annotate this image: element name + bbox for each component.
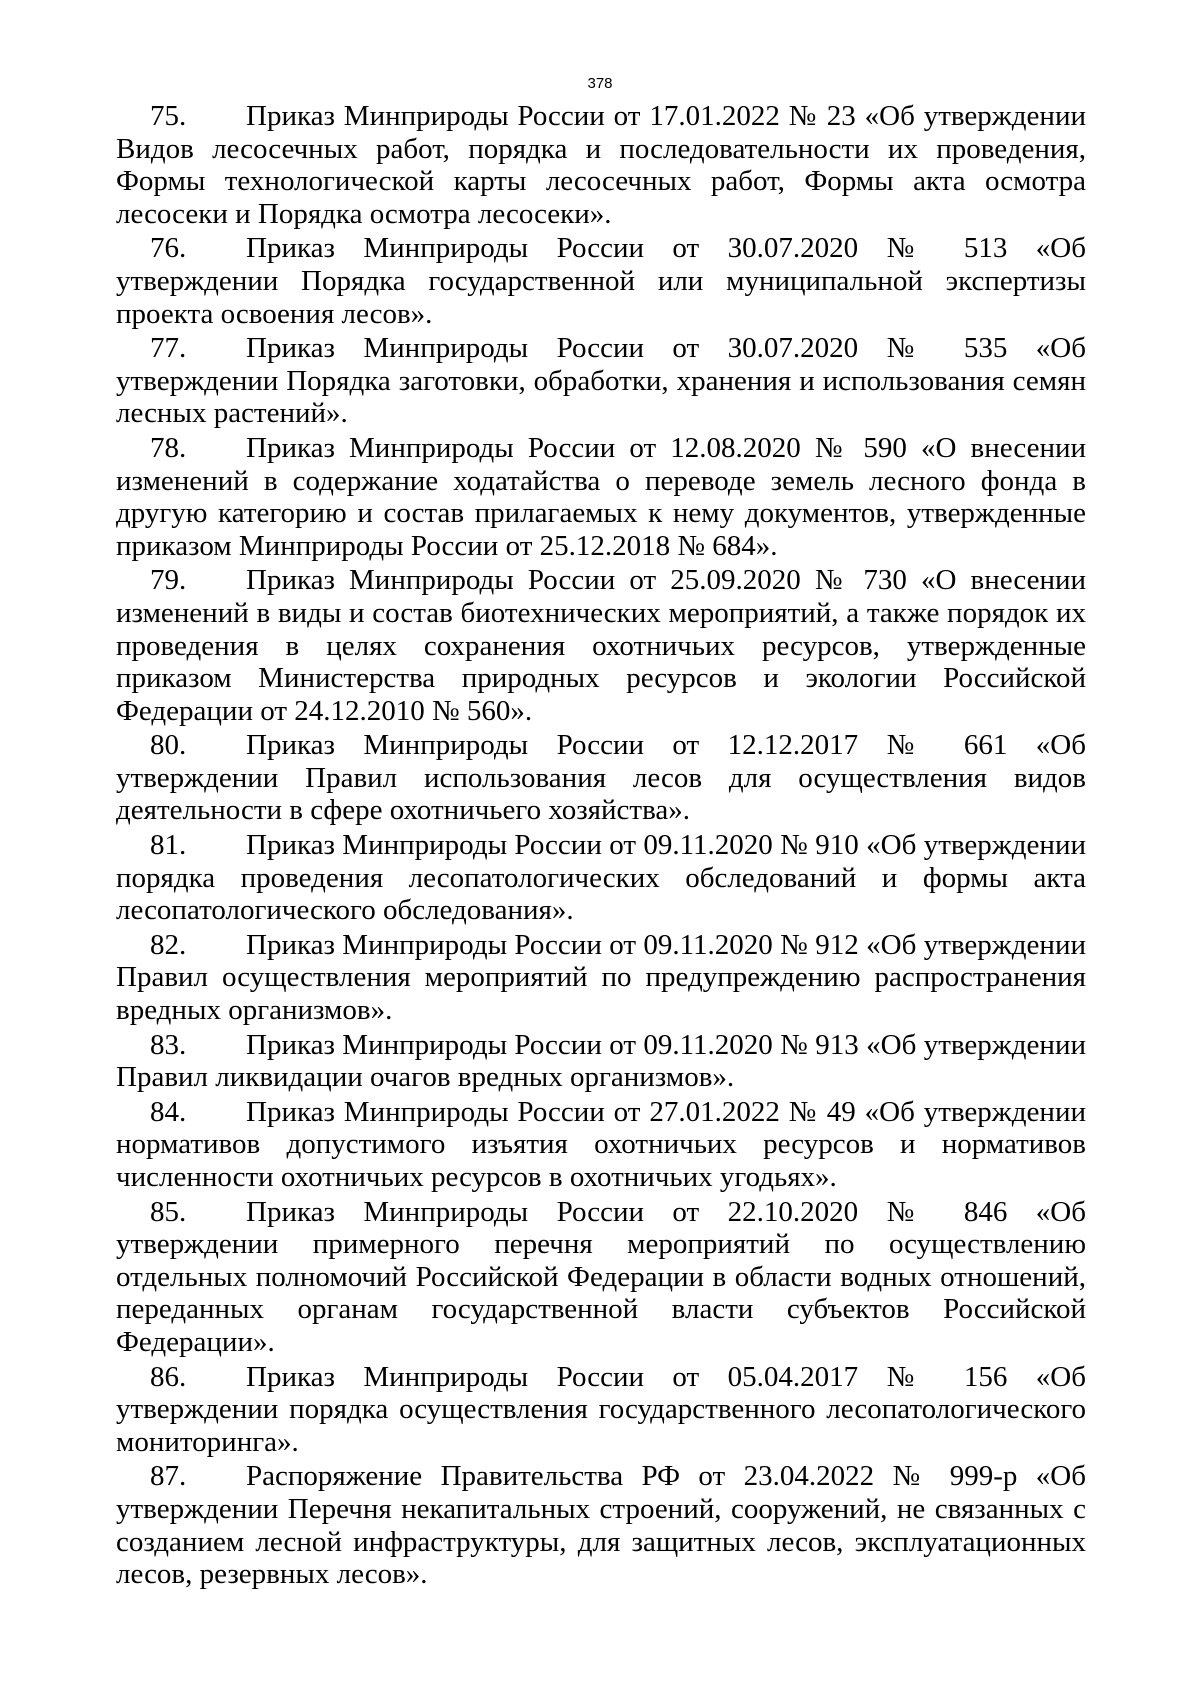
item-number: 76. — [150, 232, 187, 265]
list-item — [116, 1460, 1086, 1590]
list-item — [116, 232, 1086, 330]
item-number: 85. — [150, 1195, 187, 1228]
item-text: Приказ Минприроды России от 27.01.2022 № 49 «Об утверждении нормативов допустимого изъятия охотничьих ресурсов и нормативов численности охотничьих ресурсов в охотничьих угодьях». — [116, 1095, 1086, 1193]
item-text: Приказ Минприроды России от 17.01.2022 № 23 «Об утверждении Видов лесосечных работ, порядка и последовательности их проведения, Формы технологической карты лесосечных работ, Формы акта осмотра лесосеки и Порядка осмотра лесосеки». — [116, 100, 1086, 230]
item-text: Приказ Минприроды России от 22.10.2020 № 846 «Об утверждении примерного перечня мероприятий по осуществлению отдельных полномочий Российской Федерации в области водных отношений, переданных органам государственной власти субъектов Российской Федерации». — [116, 1195, 1086, 1358]
item-number: 79. — [150, 564, 187, 597]
item-number: 87. — [150, 1460, 187, 1493]
list-item — [116, 829, 1086, 927]
item-number: 83. — [150, 1028, 187, 1061]
item-number: 81. — [150, 829, 187, 862]
item-number: 80. — [150, 729, 187, 762]
item-text: Приказ Минприроды России от 12.08.2020 № 590 «О внесении изменений в содержание ходатайства о переводе земель лесного фонда в другую категорию и состав прилагаемых к нему документов, утвержденные приказом Минприроды России от 25.12.2018 № 684». — [116, 431, 1086, 562]
item-number: 78. — [150, 431, 187, 464]
list-item — [116, 564, 1086, 727]
item-number: 75. — [150, 100, 187, 132]
item-text: Приказ Минприроды России от 09.11.2020 № 912 «Об утверждении Правил осуществления мероприятий по предупреждению распространения вредных организмов». — [116, 928, 1086, 1027]
list-item — [116, 432, 1086, 562]
item-number: 77. — [150, 332, 187, 365]
legal-acts-list — [116, 100, 1086, 1593]
list-item — [116, 929, 1086, 1027]
list-item — [116, 1096, 1086, 1194]
item-text: Приказ Минприроды России от 09.11.2020 № 913 «Об утверждении Правил ликвидации очагов вредных организмов». — [116, 1028, 1086, 1094]
item-text: Приказ Минприроды России от 05.04.2017 № 156 «Об утверждении порядка осуществления государственного лесопатологического мониторинга». — [116, 1360, 1086, 1458]
item-text: Приказ Минприроды России от 30.07.2020 № 513 «Об утверждении Порядка государственной или муниципальной экспертизы проекта освоения лесов». — [116, 232, 1086, 330]
item-text: Приказ Минприроды России от 30.07.2020 № 535 «Об утверждении Порядка заготовки, обработки, хранения и использования семян лесных растений». — [116, 332, 1086, 430]
item-text: Приказ Минприроды России от 09.11.2020 № 910 «Об утверждении порядка проведения лесопатологических обследований и формы акта лесопатологического обследования». — [116, 829, 1086, 927]
item-number: 84. — [150, 1095, 187, 1128]
list-item — [116, 729, 1086, 827]
item-text: Приказ Минприроды России от 12.12.2017 № 661 «Об утверждении Правил использования лесов для осуществления видов деятельности в сфере охотничьего хозяйства». — [116, 729, 1086, 827]
item-text: Приказ Минприроды России от 25.09.2020 № 730 «О внесении изменений в виды и состав биотехнических мероприятий, а также порядок их проведения в целях сохранения охотничьих ресурсов, утвержденные приказом Министерства природных ресурсов и экологии Российской Федерации от 24.12.2010 № 560». — [116, 564, 1086, 727]
page-number: 378 — [587, 75, 613, 92]
list-item — [116, 1196, 1086, 1359]
item-number: 86. — [150, 1360, 187, 1393]
list-item — [116, 100, 1086, 230]
item-text: Распоряжение Правительства РФ от 23.04.2022 № 999-р «Об утверждении Перечня некапитальных строений, сооружений, не связанных с созданием лесной инфраструктуры, для защитных лесов, эксплуатационных лесов, резервных лесов». — [116, 1460, 1086, 1591]
list-item — [116, 1361, 1086, 1459]
list-item — [116, 1029, 1086, 1094]
list-item — [116, 332, 1086, 430]
item-number: 82. — [150, 928, 187, 961]
